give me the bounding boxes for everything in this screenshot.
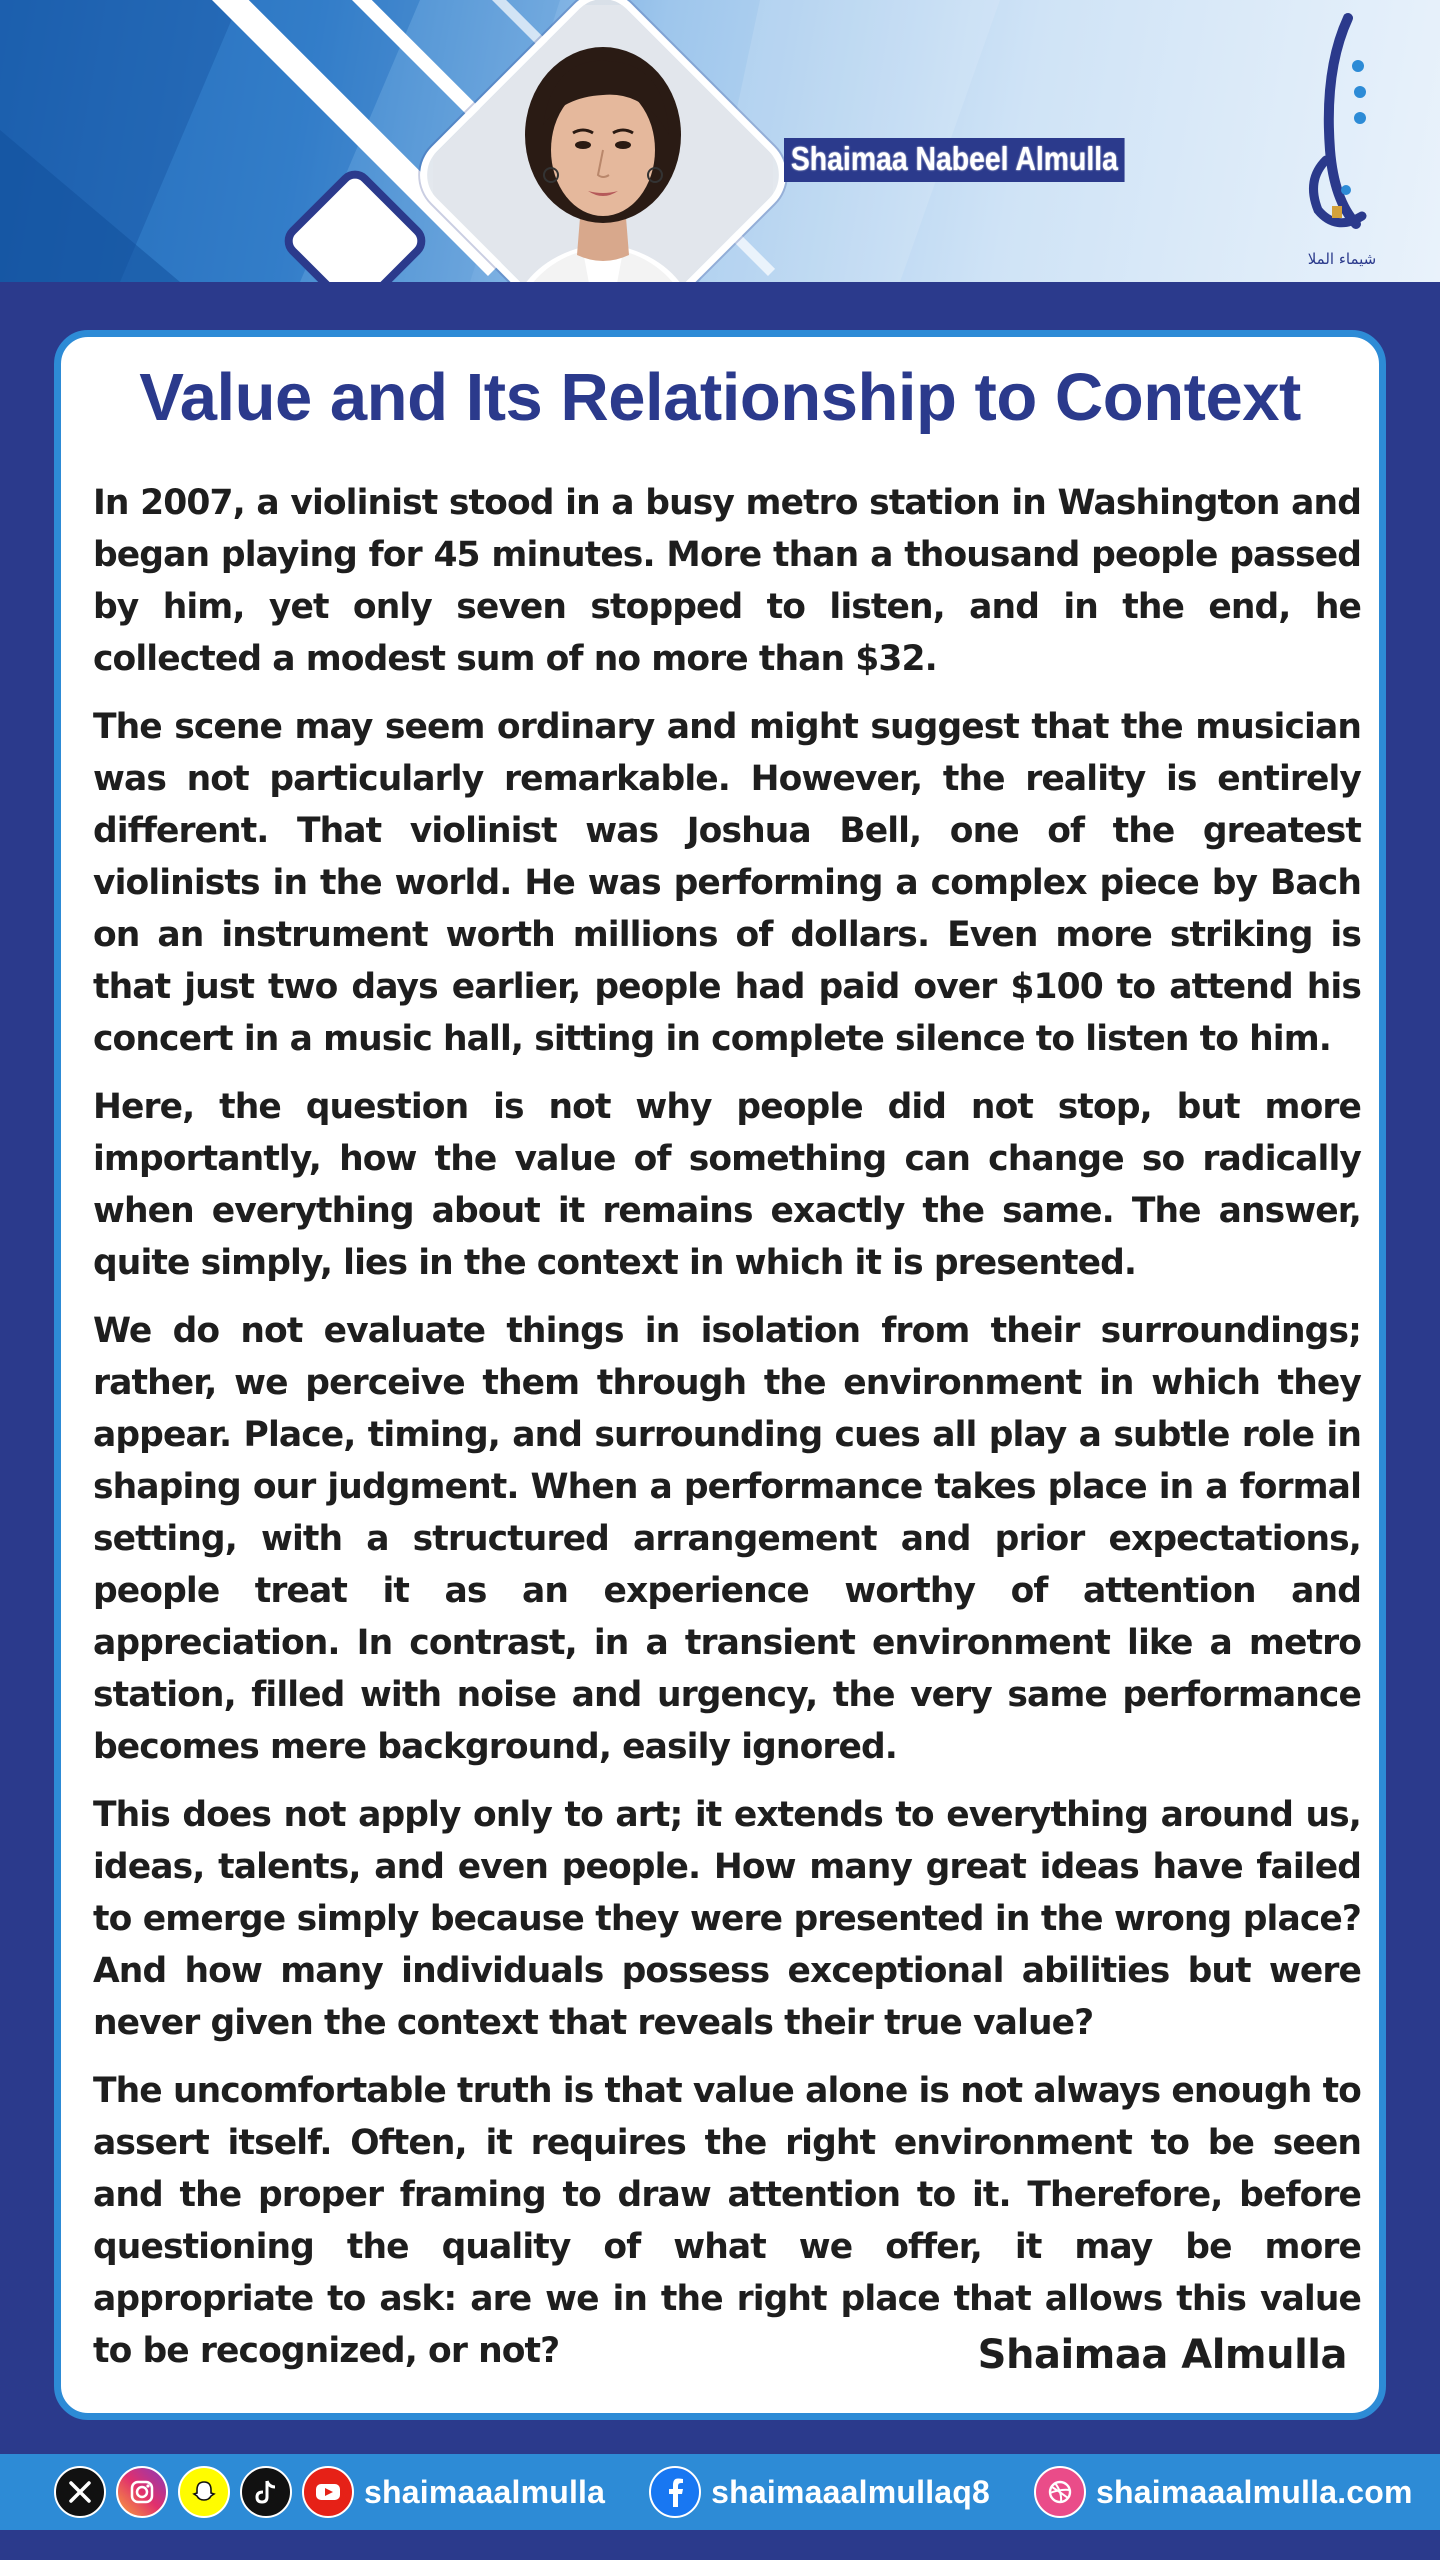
- tiktok-icon[interactable]: [240, 2466, 292, 2518]
- article-body: [93, 477, 1361, 2393]
- instagram-icon[interactable]: [116, 2466, 168, 2518]
- x-icon[interactable]: [54, 2466, 106, 2518]
- social-footer: [0, 2454, 1440, 2530]
- brand-logo: [1296, 10, 1386, 270]
- facebook-icon[interactable]: [649, 2466, 701, 2518]
- header-banner: [0, 0, 1440, 282]
- snapchat-icon[interactable]: [178, 2466, 230, 2518]
- article-card: [54, 330, 1386, 2420]
- article-paragraph: The uncomfortable truth is that value alone is not always enough to assert itself. Often, it requires the right environment to be seen and the proper framing to draw attention to it. Therefore, before questioning the quality of what we offer, it may be more appropriate to ask: are we in the right place that allows this value to be recognized, or not?: [93, 2071, 1361, 2371]
- article-paragraph: Here, the question is not why people did not stop, but more importantly, how the value of something can change so radically when everything about it remains exactly the same. The answer, quite simply, lies in the context in which it is presented.: [93, 1087, 1361, 1283]
- youtube-icon[interactable]: [302, 2466, 354, 2518]
- article-paragraph: We do not evaluate things in isolation from their surroundings; rather, we perceive them through the environment in which they appear. Place, timing, and surrounding cues all play a subtle role in shaping our judgment. When a performance takes place in a formal setting, with a structured arrangement and prior expectations, people treat it as an experience worthy of attention and appreciation. In contrast, in a transient environment like a metro station, filled with noise and urgency, the very same performance becomes mere background, easily ignored.: [93, 1311, 1361, 1767]
- logo-caption: شيماء الملا: [1307, 250, 1377, 268]
- author-name-tag: Shaimaa Nabeel Almulla: [784, 138, 1125, 182]
- article-title: Value and Its Relationship to Context: [139, 360, 1301, 435]
- article-paragraph: The scene may seem ordinary and might suggest that the musician was not particularly remarkable. However, the reality is entirely different. That violinist was Joshua Bell, one of the greatest violinists in the world. He was performing a complex piece by Bach on an instrument worth millions of dollars. Even more striking is that just two days earlier, people had paid over $100 to attend his concert in a music hall, sitting in complete silence to listen to him.: [93, 707, 1361, 1059]
- social-handle-link[interactable]: shaimaaalmulla: [364, 2473, 606, 2510]
- website-globe-icon[interactable]: [1034, 2466, 1086, 2518]
- article-paragraph: This does not apply only to art; it extends to everything around us, ideas, talents, and even people. How many great ideas have failed to emerge simply because they were presented in the wrong place? And how many individuals possess exceptional abilities but were never given the context that reveals their true value?: [93, 1795, 1361, 2043]
- website-link[interactable]: shaimaaalmulla.com: [1096, 2473, 1413, 2510]
- facebook-handle-link[interactable]: shaimaaalmullaq8: [711, 2473, 991, 2510]
- article-paragraph: In 2007, a violinist stood in a busy metro station in Washington and began playing for 45 minutes. More than a thousand people passed by him, yet only seven stopped to listen, and in the end, he collected a modest sum of no more than $32.: [93, 483, 1361, 679]
- author-signature: Shaimaa Almulla: [977, 2332, 1347, 2378]
